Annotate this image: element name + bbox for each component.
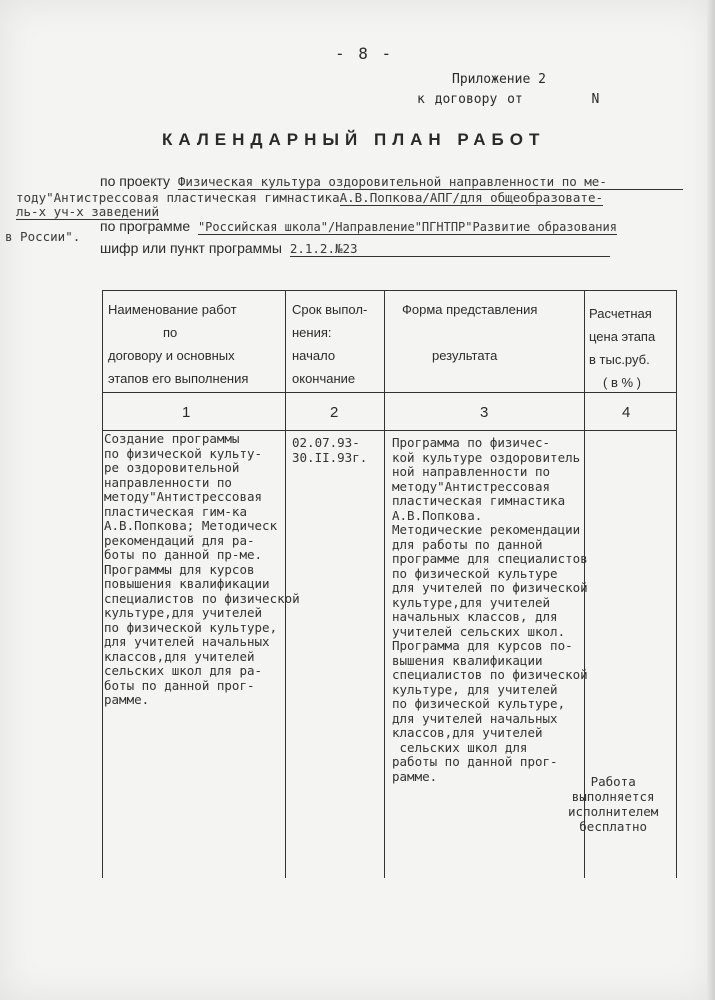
- page-number: - 8 -: [335, 44, 394, 63]
- contract-reference: к договору от N: [417, 92, 600, 107]
- header-col4: [589, 302, 677, 394]
- header-col4-line3: в тыс.руб.: [589, 352, 650, 367]
- project-value-line3: ль-х уч-х заведений: [16, 204, 159, 219]
- work-plan-table: [102, 290, 677, 878]
- header-col3: [402, 298, 582, 367]
- column-number-2: 2: [330, 404, 339, 421]
- project-value-line2-prefix: тоду"Антистрессовая пластическая гимнастика: [16, 190, 340, 205]
- cell-result-form: Программа по физичес- кой культуре оздоровитель ной направленности по методу"Антистрессовая пластическая гимнастика А.В.Попкова. Методические рекомендации для работы по данной программе для специалистов по физической культуре для учителей по физической культуре,для учителей начальных классов, для учителей сельских школ. Программа для курсов по- вышения квалификации специалистов по физической культуре, для учителей по физической культуре, для учителей начальных классов,для учителей сельских школ для работы по данной прог- рамме.: [392, 435, 588, 784]
- column-number-4: 4: [622, 404, 631, 421]
- cipher-value: 2.1.2.№23: [290, 241, 610, 257]
- cell-dates: 02.07.93- 30.II.93г.: [292, 435, 368, 465]
- page-edge-shadow: [707, 0, 715, 1000]
- column-number-1: 1: [182, 404, 191, 421]
- header-col3-line2: [402, 321, 582, 344]
- appendix-label: Приложение 2: [452, 72, 546, 87]
- header-col2-line3: начало: [292, 348, 336, 363]
- header-col1-line2: по: [163, 325, 178, 340]
- header-col2-line1: Срок выпол-: [292, 302, 368, 317]
- header-col3-line3: результата: [432, 348, 498, 363]
- header-col2-line4: окончание: [292, 371, 356, 386]
- cipher-label: шифр или пункт программы: [100, 240, 282, 256]
- cipher-line: [100, 240, 610, 257]
- column-number-3: 3: [480, 404, 489, 421]
- header-col1-line1: Наименование работ: [108, 302, 237, 317]
- project-value-line2-fill: А.В.Попкова/АПГ/для общеобразовате-: [339, 190, 604, 205]
- cell-price: Работа выполняется исполнителем бесплатно: [568, 774, 659, 834]
- table-col-border-left: [102, 290, 103, 878]
- header-col2: [292, 298, 384, 390]
- document-title: КАЛЕНДАРНЫЙ ПЛАН РАБОТ: [162, 130, 546, 149]
- header-col1-line3: договору и основных: [108, 348, 235, 363]
- program-value: "Российская школа"/Направление"ПГНТПР"Развитие образования: [197, 220, 617, 234]
- program-line-2: в России".: [5, 229, 81, 244]
- project-label: по проекту: [100, 173, 171, 189]
- table-col-border-2: [384, 290, 385, 878]
- project-line-1: [100, 173, 683, 190]
- header-col4-line1: Расчетная: [589, 306, 652, 321]
- header-col2-line2: нения:: [292, 325, 332, 340]
- program-line: [100, 218, 617, 235]
- program-label: по программе: [100, 218, 191, 234]
- cell-work-description: Создание программы по физической культу- ре оздоровительной направленности по методу"Антистрессовая пластическая гим-ка А.В.Попкова; Методическ рекомендаций для ра- боты по данной пр-ме. Программы для курсов повышения квалификации специалистов по физической культуре,для учителей по физической культуре, для учителей начальных классов,для учителей сельских школ для ра- боты по данной прог- рамме.: [104, 431, 300, 707]
- header-col4-line4: ( в % ): [603, 375, 641, 390]
- header-col4-line2: цена этапа: [589, 329, 656, 344]
- header-col1-line4: этапов его выполнения: [108, 371, 249, 386]
- table-top-border: [102, 290, 677, 291]
- project-value-line1: Физическая культура оздоровительной направленности по ме-: [178, 174, 683, 190]
- header-col3-line1: Форма представления: [402, 302, 538, 317]
- header-col1: [108, 298, 283, 390]
